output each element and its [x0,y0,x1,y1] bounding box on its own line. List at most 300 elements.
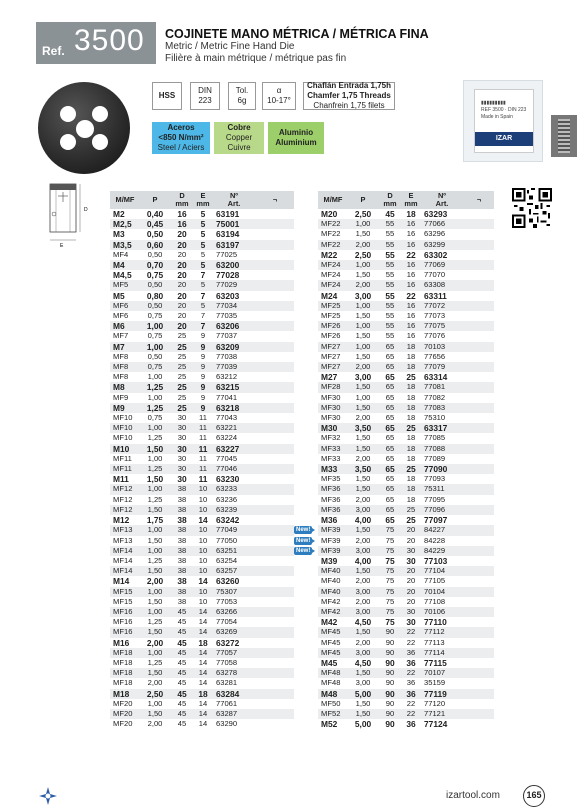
cell-diameter: 38 [170,546,194,556]
cell-article: 63299 [420,240,464,250]
cell-article: 77053 [216,596,238,606]
cell-diameter: 38 [177,515,187,526]
table-row [318,658,494,668]
cell-pitch: 0,80 [146,290,164,301]
cell-diameter: 75 [378,566,402,576]
cell-check [256,250,294,260]
cell-pitch: 3,00 [354,290,372,301]
table-row [110,617,294,627]
cell-size: MF45 [318,648,348,658]
cell-check [256,678,294,688]
cell-check [256,219,294,229]
cell-pitch: 2,00 [355,413,371,423]
cell-article: 63272 [216,637,240,648]
cell-article: 63242 [216,515,240,526]
cell-thickness: 14 [194,627,212,637]
table-row [318,515,494,525]
table-row [318,311,494,321]
cell-size: MF33 [321,453,341,463]
new-badge: New! [296,527,311,534]
cell-size: MF35 [321,474,341,484]
cell-thickness: 36 [402,689,420,699]
cell-diameter: 20 [177,270,187,281]
cell-check [464,413,494,423]
table-row [110,423,294,433]
cell-pitch: 0,75 [147,413,163,423]
cell-diameter: 65 [385,433,395,443]
cell-pitch: 3,00 [355,678,371,688]
cell-check [464,444,494,454]
din-spec-box [190,82,220,110]
table-row [318,403,494,413]
table-row [318,219,494,229]
cell-diameter: 30 [177,474,187,485]
cell-check [256,372,294,382]
cell-diameter: 65 [378,362,402,372]
table-row [110,678,294,688]
cell-diameter: 55 [385,331,395,341]
cell-size: MF12 [110,505,140,515]
cell-diameter: 38 [170,505,194,515]
cell-size: M2 [113,209,125,219]
cell-pitch: 1,00 [348,219,378,229]
alu-l2: Aluminium [275,138,317,147]
cell-diameter: 45 [177,698,187,708]
cell-thickness: 14 [194,709,212,719]
cell-diameter: 45 [385,209,395,219]
cell-thickness: 30 [406,555,416,566]
cell-check [464,352,494,362]
cell-pitch: 2,00 [348,280,378,290]
cell-diameter: 65 [378,464,402,474]
cell-check [256,362,294,372]
cell-thickness: 11 [194,444,212,454]
cell-pitch: 1,50 [348,484,378,494]
cell-size: MF22 [321,229,341,239]
table-row [110,260,294,270]
cell-diameter: 55 [385,290,395,301]
cell-diameter: 20 [170,321,194,331]
cell-article: 70104 [420,587,464,597]
cell-pitch: 1,50 [355,270,371,280]
table-row [318,444,494,454]
table-row [110,546,294,556]
cell-pitch: 1,50 [348,403,378,413]
cell-size: MF18 [110,668,140,678]
cell-check [256,627,294,637]
cell-thickness: 20 [402,566,420,576]
cell-pitch: 3,00 [348,587,378,597]
cell-check [256,403,294,413]
cell-article: 77046 [212,464,256,474]
cell-article: 70106 [420,607,464,617]
cell-check [256,321,294,331]
cell-article: 63284 [212,689,256,699]
table-row [110,556,294,566]
cell-article: 77037 [216,331,238,341]
cell-size: MF15 [113,596,133,606]
cell-size: M4,5 [113,270,132,281]
cell-pitch: 1,25 [147,617,163,627]
cell-diameter: 55 [378,321,402,331]
col-mmf: M/MF [318,191,348,209]
cell-thickness: 16 [402,280,420,290]
table-row [318,270,494,280]
cell-thickness: 20 [402,525,420,535]
cell-diameter: 55 [378,240,402,250]
col-d: D mm [170,191,194,209]
material-steel [152,122,210,154]
cell-check [256,301,294,311]
qr-code[interactable] [512,188,552,228]
cell-thickness: 22 [402,709,420,719]
footer-website[interactable]: izartool.com [446,790,500,801]
col-art: Nº Art. [420,191,464,209]
cell-diameter: 90 [378,627,402,637]
cell-size: M42 [321,617,338,628]
cell-pitch: 1,00 [140,321,170,331]
cell-article: 63215 [212,382,256,392]
cell-diameter: 90 [385,678,395,688]
cell-check [256,668,294,678]
cell-size: M7 [110,342,140,352]
cell-check [256,638,294,648]
cell-thickness: 7 [200,311,206,321]
cell-pitch: 1,50 [348,525,378,535]
cell-thickness: 36 [406,678,416,688]
cell-size: MF9 [113,392,129,402]
cell-check [464,280,494,290]
cell-diameter: 65 [378,484,402,494]
cell-thickness: 18 [406,413,416,423]
cell-check [256,658,294,668]
din-label: DIN [198,86,212,95]
cell-diameter: 25 [170,362,194,372]
cell-thickness: 25 [402,505,420,515]
cell-size: MF39 New! [318,525,348,535]
cell-thickness: 18 [406,392,416,402]
cell-article: 63197 [212,240,256,250]
cell-check [256,597,294,607]
cell-check [256,525,294,535]
cell-thickness: 18 [402,382,420,392]
cell-size: MF30 [321,413,341,423]
cell-check [464,209,494,219]
cell-pitch: 2,00 [355,494,371,504]
cell-article: 63317 [420,423,464,433]
cell-article: 77096 [420,505,464,515]
cell-diameter: 25 [177,392,187,402]
cell-article: 77083 [420,403,464,413]
cell-article: 63257 [212,566,256,576]
cell-check [464,566,494,576]
cell-size: MF26 [321,331,341,341]
cell-article: 77066 [420,219,464,229]
cell-thickness: 18 [406,433,416,443]
packaging-photo: ▮▮▮▮▮▮▮▮▮ REF 3500 · DIN 223 Made in Spain IZAR [463,80,543,162]
cell-pitch: 1,00 [140,484,170,494]
cell-pitch: 1,50 [348,668,378,678]
cell-thickness: 11 [199,413,207,423]
table-row [318,617,494,627]
cell-size: M11 [113,474,129,485]
new-badge: New! [296,537,311,544]
table-row [318,536,494,546]
cell-thickness: 18 [402,362,420,372]
table-row [318,638,494,648]
cell-diameter: 30 [177,453,187,463]
steel-l1: Aceros [167,123,195,132]
cell-pitch: 4,50 [354,657,372,668]
cell-diameter: 20 [170,280,194,290]
cell-size: MF22 [318,219,348,229]
cell-pitch: 2,50 [354,249,372,260]
cell-article: 63251 [212,546,256,556]
cell-check [464,362,494,372]
cell-diameter: 65 [385,494,395,504]
cell-diameter: 38 [170,484,194,494]
cell-diameter: 20 [170,240,194,250]
cell-check [256,433,294,443]
cell-check [256,444,294,454]
cell-article: 63269 [212,627,256,637]
cell-size: MF25 [318,301,348,311]
cell-article: 63308 [420,280,464,290]
cell-check [256,260,294,270]
cell-article: 75310 [424,413,446,423]
cell-article: 70107 [420,668,464,678]
cell-diameter: 30 [177,413,187,423]
cell-article: 70103 [420,342,464,352]
cell-size: M3 [113,229,125,240]
cell-article: 77041 [216,392,238,402]
cell-check [256,648,294,658]
col-p: P [140,191,170,209]
cell-pitch: 1,50 [147,596,163,606]
cell-diameter: 90 [385,719,395,730]
cell-thickness: 22 [406,637,416,647]
cell-diameter: 55 [378,219,402,229]
cell-thickness: 9 [200,372,206,382]
cell-article: 77089 [424,453,446,463]
cell-thickness: 7 [194,321,212,331]
cell-check [256,342,294,352]
cell-size: MF20 [110,709,140,719]
table-row [110,668,294,678]
cell-size: MF12 [110,484,140,494]
cell-thickness: 18 [406,209,416,219]
cell-pitch: 1,50 [355,331,371,341]
cell-thickness: 22 [402,627,420,637]
cell-pitch: 1,50 [140,444,170,454]
cell-size: M22 [321,249,338,260]
table-row [318,229,494,239]
cell-diameter: 75 [385,617,395,628]
cell-size: MF10 [113,433,133,443]
cell-size: M2,5 [110,219,140,229]
cell-article: 77045 [216,453,238,463]
cell-diameter: 65 [385,372,395,383]
table-row [318,556,494,566]
cell-size: M27 [321,372,338,383]
table-row [318,260,494,270]
cell-diameter: 25 [177,351,187,361]
cell-article: 63302 [424,249,448,260]
cell-diameter: 65 [378,382,402,392]
cell-thickness: 18 [402,484,420,494]
cell-thickness: 9 [194,342,212,352]
cell-check [464,291,494,301]
table-row [318,495,494,505]
table-row [318,719,494,729]
cell-check [464,331,494,341]
table-row [110,474,294,484]
right-table-header [318,191,494,209]
table-row [110,627,294,637]
table-row [318,454,494,464]
cell-article: 63233 [212,484,256,494]
angle-label: α [276,86,282,95]
cell-article: 77057 [212,648,256,658]
cell-thickness: 16 [406,311,416,321]
cell-article: 63239 [212,505,256,515]
cell-diameter: 38 [177,494,187,504]
cell-size: M33 [318,464,348,474]
cell-pitch: 1,50 [147,535,163,545]
cell-pitch: 2,50 [140,689,170,699]
cell-check [464,617,494,627]
cell-article: 77120 [424,698,446,708]
table-row [318,291,494,301]
cell-size: M48 [318,689,348,699]
table-row [110,638,294,648]
cell-diameter: 55 [378,301,402,311]
table-row [110,280,294,290]
cell-check [464,240,494,250]
cell-diameter: 90 [378,668,402,678]
cell-pitch: 1,50 [348,627,378,637]
cell-pitch: 2,00 [348,240,378,250]
cell-check [464,546,494,556]
cell-size: M20 [321,209,338,219]
cell-thickness: 20 [406,596,416,606]
cell-diameter: 38 [170,587,194,597]
cell-check [464,587,494,597]
cell-check [464,270,494,280]
cell-pitch: 1,00 [355,392,371,402]
cell-check [464,536,494,546]
cell-check [464,658,494,668]
cell-diameter: 90 [385,657,395,668]
cell-size: MF16 [110,607,140,617]
cell-article: 77108 [424,596,446,606]
cell-pitch: 3,00 [354,372,372,383]
table-row [110,536,294,546]
cell-check [256,393,294,403]
table-row [318,413,494,423]
cell-pitch: 4,00 [354,555,372,566]
cell-thickness: 25 [402,423,420,433]
cell-article: 35159 [424,678,446,688]
cell-size: MF4 [113,249,129,259]
cell-check [464,250,494,260]
cell-thickness: 11 [198,474,208,485]
cell-size: MF33 [318,444,348,454]
table-row [110,587,294,597]
cell-size: MF8 [110,362,140,372]
cell-check [256,331,294,341]
cell-size: MF14 [113,555,133,565]
table-row [110,352,294,362]
cell-check [464,342,494,352]
cell-thickness: 22 [406,249,416,260]
cell-check [464,525,494,535]
cell-diameter: 45 [170,689,194,699]
cell-diameter: 90 [378,689,402,699]
table-row [318,668,494,678]
cell-diameter: 25 [170,342,194,352]
cell-pitch: 1,00 [348,342,378,352]
cell-size: MF24 [321,270,341,280]
cell-diameter: 65 [385,392,395,402]
cell-thickness: 25 [406,515,416,526]
cell-check [256,587,294,597]
table-row [318,474,494,484]
cell-diameter: 65 [385,413,395,423]
cell-pitch: 1,50 [140,709,170,719]
cell-thickness: 10 [198,494,208,504]
reference-badge [36,22,156,64]
tol-label: Tol. [235,86,249,95]
cell-thickness: 22 [406,290,416,301]
cell-thickness: 5 [194,240,212,250]
cell-pitch: 1,00 [140,525,170,535]
cell-pitch: 1,00 [348,260,378,270]
cell-pitch: 1,00 [140,607,170,617]
table-row [318,648,494,658]
table-row [318,678,494,688]
cell-diameter: 65 [385,453,395,463]
cell-size: MF8 [113,351,129,361]
cell-thickness: 10 [198,596,208,606]
cell-thickness: 5 [194,301,212,311]
table-row [110,209,294,219]
cell-article: 77079 [420,362,464,372]
cell-article: 63254 [216,555,238,565]
cell-check [256,280,294,290]
cell-article: 77093 [424,474,446,484]
cell-check [464,505,494,515]
table-row [110,362,294,372]
material-spec-box [152,82,182,110]
cell-size: MF18 [113,678,133,688]
col-art: Nº Art. [212,191,256,209]
cell-check [256,546,294,556]
cell-pitch: 1,50 [355,433,371,443]
cell-check [464,515,494,525]
cell-thickness: 25 [402,464,420,474]
cell-diameter: 55 [385,249,395,260]
cell-article: 77061 [216,698,238,708]
cell-diameter: 45 [177,637,187,648]
cell-article: 63218 [212,403,256,413]
cell-size: M9 [110,403,140,413]
cell-article: 77028 [216,270,240,281]
cell-size: MF48 [318,668,348,678]
ref-label: Ref. [42,44,65,58]
cell-thickness: 11 [199,433,207,443]
din-value: 223 [198,96,212,105]
